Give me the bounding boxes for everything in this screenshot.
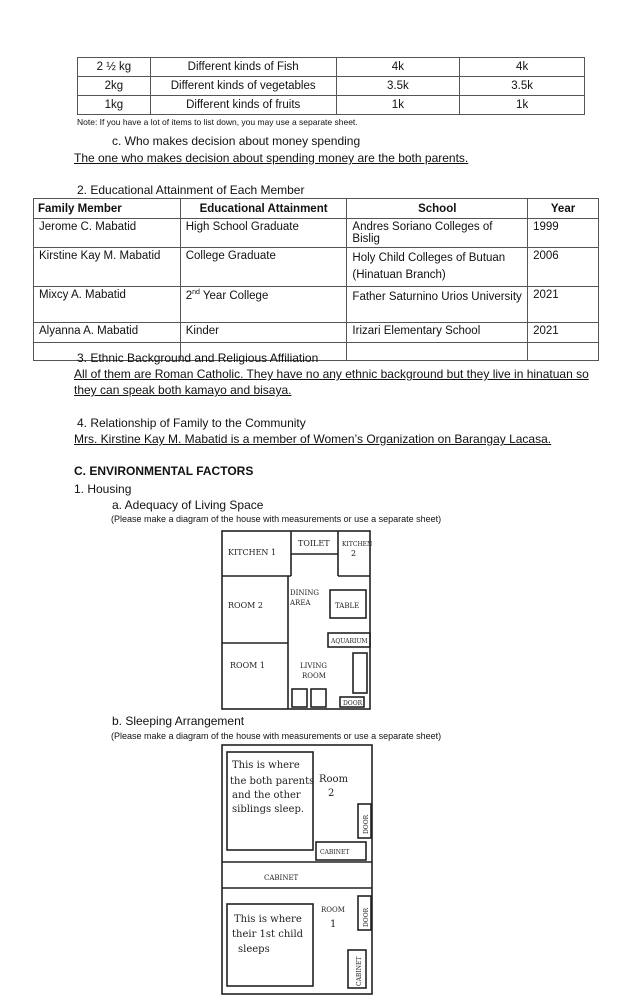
member-cell: Kirstine Kay M. Mabatid bbox=[34, 248, 181, 287]
education-heading: 2. Educational Attainment of Each Member bbox=[77, 183, 305, 197]
header-school: School bbox=[347, 199, 528, 219]
year-cell: 2021 bbox=[528, 287, 599, 323]
housing-heading: 1. Housing bbox=[74, 482, 132, 496]
room1-label: ROOM bbox=[321, 906, 345, 914]
items-note: Note: If you have a lot of items to list down, you may use a separate sheet. bbox=[77, 117, 358, 127]
child-note-line3: sleeps bbox=[238, 944, 270, 955]
cost-cell: 3.5k bbox=[336, 77, 460, 96]
cabinet-label-1: CABINET bbox=[320, 849, 350, 856]
education-header-row bbox=[34, 199, 599, 219]
sleeping-arrangement-plan bbox=[218, 742, 376, 998]
cost-cell: 1k bbox=[336, 96, 460, 115]
ethnic-answer-line1: All of them are Roman Catholic. They have no any ethnic background but they live in hinatuan so bbox=[74, 367, 589, 381]
sleeping-instruction: (Please make a diagram of the house with measurements or use a separate sheet) bbox=[111, 731, 442, 741]
table-row bbox=[78, 96, 585, 115]
decision-answer: The one who makes decision about spending money are the both parents. bbox=[74, 151, 469, 165]
cabinet-label-2: CABINET bbox=[264, 874, 299, 882]
child-note-line2: their 1st child bbox=[232, 929, 304, 940]
house-outline bbox=[222, 531, 373, 709]
header-year: Year bbox=[528, 199, 599, 219]
school-cell: Holy Child Colleges of Butuan (Hinatuan Branch) bbox=[347, 248, 528, 287]
school-cell: Irizari Elementary School bbox=[347, 323, 528, 343]
living-room-label: ROOM bbox=[302, 672, 326, 680]
table-row bbox=[34, 287, 599, 323]
table-row bbox=[78, 77, 585, 96]
parents-note-line1: This is where bbox=[232, 760, 300, 771]
relationship-answer: Mrs. Kirstine Kay M. Mabatid is a member of Women’s Organization on Barangay Lacasa. bbox=[74, 432, 552, 446]
cabinet-label-3: CABINET bbox=[356, 956, 363, 986]
kitchen1-label: KITCHEN 1 bbox=[228, 548, 277, 557]
parents-note-line3: and the other bbox=[232, 790, 301, 801]
sleeping-heading: b. Sleeping Arrangement bbox=[112, 714, 245, 728]
living-space-heading: a. Adequacy of Living Space bbox=[112, 498, 264, 512]
parents-note-line4: siblings sleep. bbox=[232, 804, 305, 815]
header-educational-attainment: Educational Attainment bbox=[180, 199, 347, 219]
house-floor-plan bbox=[218, 528, 376, 713]
school-cell: Andres Soriano Colleges of Bislig bbox=[347, 219, 528, 248]
attainment-cell: College Graduate bbox=[180, 248, 347, 287]
environment-heading: C. ENVIRONMENTAL FACTORS bbox=[74, 464, 254, 478]
total-cell: 3.5k bbox=[460, 77, 585, 96]
chair-shape-1 bbox=[292, 689, 307, 707]
year-cell: 2021 bbox=[528, 323, 599, 343]
living-label: LIVING bbox=[300, 662, 327, 670]
relationship-heading: 4. Relationship of Family to the Community bbox=[77, 416, 306, 430]
member-cell: Jerome C. Mabatid bbox=[34, 219, 181, 248]
attainment-cell: High School Graduate bbox=[180, 219, 347, 248]
couch-shape bbox=[353, 653, 367, 693]
door-label: DOOR bbox=[343, 700, 363, 707]
table-row bbox=[34, 323, 599, 343]
school-cell: Father Saturnino Urios University bbox=[347, 287, 528, 323]
year-cell: 2006 bbox=[528, 248, 599, 287]
dining-area-label: AREA bbox=[290, 599, 311, 607]
member-cell: Alyanna A. Mabatid bbox=[34, 323, 181, 343]
cost-cell: 4k bbox=[336, 58, 460, 77]
attainment-cell bbox=[180, 287, 347, 323]
attainment-number: 2 bbox=[185, 289, 193, 302]
item-cell: Different kinds of fruits bbox=[150, 96, 336, 115]
decision-question: c. Who makes decision about money spending bbox=[112, 134, 361, 148]
quantity-cell: 2 ½ kg bbox=[78, 58, 151, 77]
kitchen2-number: 2 bbox=[351, 549, 357, 558]
parents-note-line2: the both parents bbox=[230, 776, 315, 787]
header-family-member: Family Member bbox=[34, 199, 181, 219]
room1-number: 1 bbox=[330, 919, 337, 930]
items-table bbox=[77, 57, 585, 115]
member-cell: Mixcy A. Mabatid bbox=[34, 287, 181, 323]
attainment-superscript: nd bbox=[192, 289, 200, 296]
item-cell: Different kinds of Fish bbox=[150, 58, 336, 77]
table-row bbox=[78, 58, 585, 77]
kitchen2-label: KITCHEN bbox=[342, 541, 373, 548]
ethnic-heading: 3. Ethnic Background and Religious Affiliation bbox=[77, 351, 319, 365]
table-row bbox=[34, 248, 599, 287]
door-label-2: DOOR bbox=[363, 907, 370, 927]
chair-shape-2 bbox=[311, 689, 326, 707]
aquarium-label: AQUARIUM bbox=[331, 638, 368, 645]
attainment-rest: Year College bbox=[199, 289, 269, 302]
room2-label: ROOM 2 bbox=[228, 601, 263, 610]
table-row bbox=[34, 219, 599, 248]
child-note-line1: This is where bbox=[234, 914, 302, 925]
dining-label: DINING bbox=[290, 589, 319, 597]
toilet-label: TOILET bbox=[298, 539, 330, 548]
quantity-cell: 1kg bbox=[78, 96, 151, 115]
education-table bbox=[33, 198, 599, 361]
room2-label: Room bbox=[319, 774, 349, 785]
total-cell: 4k bbox=[460, 58, 585, 77]
attainment-cell: Kinder bbox=[180, 323, 347, 343]
living-space-instruction: (Please make a diagram of the house with measurements or use a separate sheet) bbox=[111, 514, 442, 524]
room1-label: ROOM 1 bbox=[230, 661, 265, 670]
quantity-cell: 2kg bbox=[78, 77, 151, 96]
table-label: TABLE bbox=[335, 602, 360, 610]
total-cell: 1k bbox=[460, 96, 585, 115]
item-cell: Different kinds of vegetables bbox=[150, 77, 336, 96]
ethnic-answer-line2: they can speak both kamayo and bisaya. bbox=[74, 383, 292, 397]
door-label-1: DOOR bbox=[363, 814, 370, 834]
room2-number: 2 bbox=[328, 788, 335, 799]
year-cell: 1999 bbox=[528, 219, 599, 248]
